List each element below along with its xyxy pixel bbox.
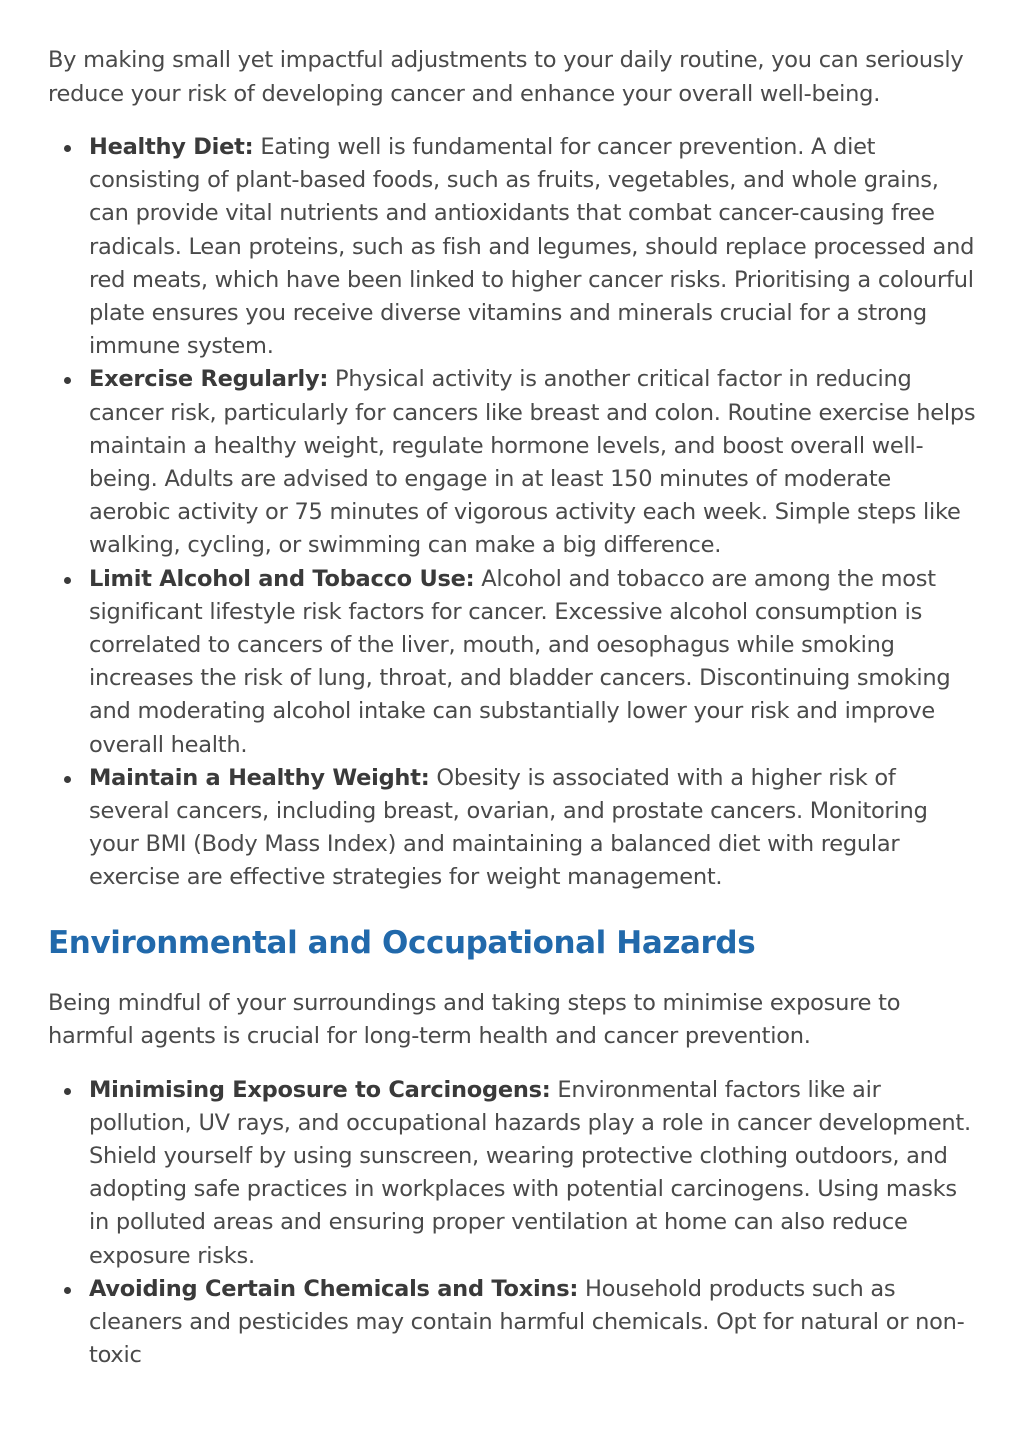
item-text: Eating well is fundamental for cancer prevention. A diet consisting of plant-based foods, such as fruits, vegetables, and whole grains, can provide vital nutrients and antioxidants that combat cancer-causing free radicals. Lean proteins, such as fish and legumes, should replace processed and red meats, which have been linked to higher cancer risks. Prioritising a colourful plate ensures you receive diverse vitamins and minerals crucial for a strong immune system. xyxy=(89,134,975,360)
bullet-icon xyxy=(64,1287,71,1294)
item-term: Healthy Diet: xyxy=(89,134,254,160)
section-intro-paragraph: Being mindful of your surroundings and taking steps to minimise exposure to harmful agents is crucial for long-term health and cancer prevention. xyxy=(48,989,901,1050)
item-text: Alcohol and tobacco are among the most significant lifestyle risk factors for cancer. Excessive alcohol consumption is correlated to cancers of the liver, mouth, and oesophagus while smoking increases the risk of lung, throat, and bladder cancers. Discontinuing smoking and moderating alcohol intake can substantially lower your risk and improve overall health. xyxy=(89,565,951,758)
item-term: Maintain a Healthy Weight: xyxy=(89,764,430,791)
list-item xyxy=(48,1273,976,1373)
item-term: Minimising Exposure to Carcinogens: xyxy=(89,1076,551,1103)
bullet-icon xyxy=(64,145,71,152)
bullet-icon xyxy=(64,377,71,384)
list-item xyxy=(48,131,976,363)
list-item xyxy=(48,762,976,895)
item-text: Physical activity is another critical factor in reducing cancer risk, particularly for cancers like breast and colon. Routine exercise helps maintain a healthy weight, regulate hormone levels, and boost overall well-being. Adults are advised to engage in at least 150 minutes of moderate aerobic activity or 75 minutes of vigorous activity each week. Simple steps like walking, cycling, or swimming can make a big difference. xyxy=(89,366,976,559)
item-text: Environmental factors like air pollution, UV rays, and occupational hazards play a role in cancer development. Shield yourself by using sunscreen, wearing protective clothing outdoors, and adopting safe practices in workplaces with potential carcinogens. Using masks in polluted areas and ensuring proper ventilation at home can also reduce exposure risks. xyxy=(89,1076,971,1269)
lifestyle-list xyxy=(48,131,976,895)
list-item xyxy=(48,563,976,762)
item-term: Limit Alcohol and Tobacco Use: xyxy=(89,565,475,592)
bullet-icon xyxy=(64,1088,71,1095)
environment-list xyxy=(48,1074,976,1373)
list-item xyxy=(48,363,976,562)
list-item xyxy=(48,1074,976,1273)
item-text: Household products such as cleaners and pesticides may contain harmful chemicals. Opt for natural or non-toxic xyxy=(89,1275,965,1369)
bullet-icon xyxy=(64,577,71,584)
section-heading: Environmental and Occupational Hazards xyxy=(48,924,756,961)
item-term: Avoiding Certain Chemicals and Toxins: xyxy=(89,1275,579,1302)
intro-paragraph: By making small yet impactful adjustments to your daily routine, you can seriously reduce your risk of developing cancer and enhance your overall well-being. xyxy=(48,47,964,107)
item-text: Obesity is associated with a higher risk of several cancers, including breast, ovarian, and prostate cancers. Monitoring your BMI (Body Mass Index) and maintaining a balanced diet with regular exercise are effective strategies for weight management. xyxy=(89,764,928,891)
item-term: Exercise Regularly: xyxy=(89,366,329,393)
bullet-icon xyxy=(64,776,71,783)
